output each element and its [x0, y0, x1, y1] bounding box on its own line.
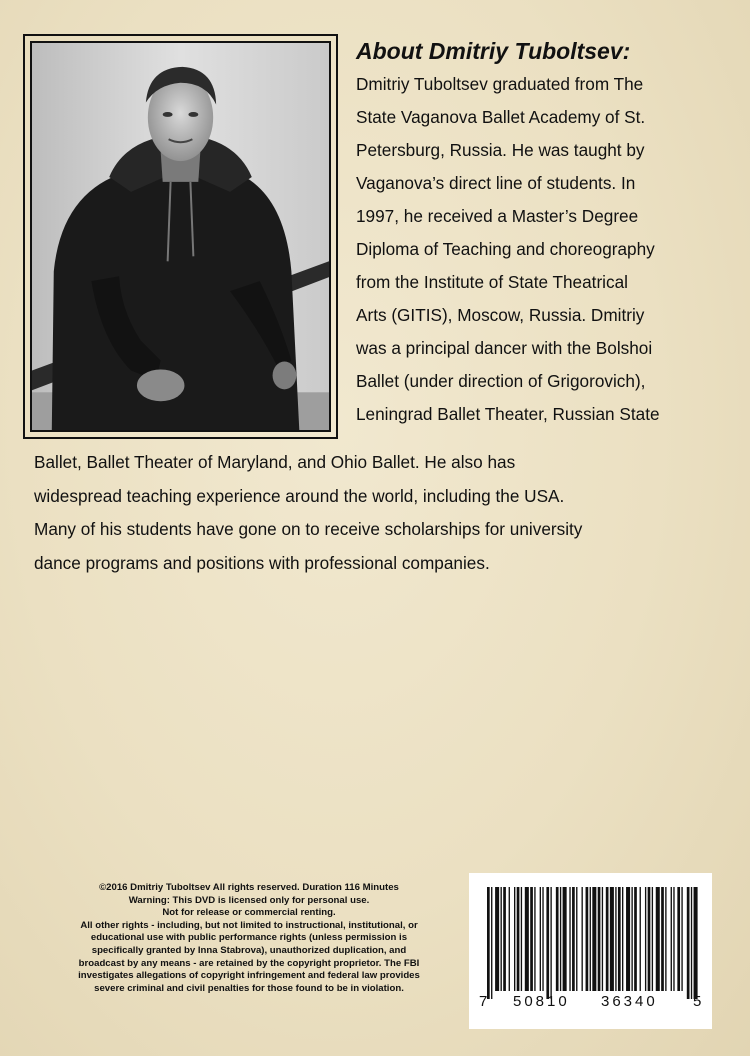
barcode-bar: [598, 887, 601, 991]
barcode-bar: [546, 887, 549, 999]
portrait-frame: [23, 34, 338, 439]
legal-line: ©2016 Dmitriy Tuboltsev All rights reserved. Duration 116 Minutes: [99, 882, 399, 893]
portrait-photo: [30, 41, 331, 432]
barcode-bar: [634, 887, 637, 991]
upc-barcode: [469, 873, 712, 1029]
barcode-bar: [592, 887, 596, 991]
barcode-bar: [648, 887, 651, 991]
bio-line: Arts (GITIS), Moscow, Russia. Dmitriy: [356, 305, 645, 325]
barcode-bar: [503, 887, 506, 991]
barcode-bars: [483, 887, 698, 999]
barcode-group-left: 50810: [513, 993, 570, 1010]
barcode-bar: [677, 887, 680, 991]
bio-line: widespread teaching experience around the world, including the USA.: [34, 485, 565, 506]
barcode-bar: [626, 887, 630, 991]
barcode-bar: [491, 887, 492, 999]
legal-line: All other rights - including, but not limited to instructional, institutional, or: [80, 919, 418, 931]
legal-line: Not for release or commercial renting.: [162, 907, 336, 919]
barcode-bar: [622, 887, 623, 991]
barcode-bar: [563, 887, 567, 991]
barcode-bar: [542, 887, 543, 991]
barcode-bar: [525, 887, 529, 991]
bio-line: Leningrad Ballet Theater, Russian State: [356, 404, 660, 424]
bio-line: was a principal dancer with the Bolshoi: [356, 338, 653, 358]
bio-line: Dmitriy Tuboltsev graduated from The: [356, 74, 644, 94]
barcode-digit-first: 7: [479, 993, 488, 1010]
barcode-bar: [530, 887, 533, 991]
barcode-bar: [582, 887, 583, 991]
legal-line: investigates allegations of copyright infringement and federal law provides: [78, 970, 420, 982]
barcode-bar: [687, 887, 690, 999]
barcode-bar: [645, 887, 646, 991]
barcode-bar: [572, 887, 575, 991]
barcode-bar: [606, 887, 609, 991]
bio-line: Petersburg, Russia. He was taught by: [356, 140, 645, 160]
barcode-bar: [661, 887, 664, 991]
barcode-bar: [540, 887, 541, 991]
legal-line: Warning: This DVD is licensed only for personal use.: [128, 894, 370, 906]
barcode-bar: [618, 887, 621, 991]
barcode-bar: [590, 887, 591, 991]
legal-line: broadcast by any means - are retained by the copyright proprietor. The FBI: [78, 957, 420, 969]
bio-line: Diploma of Teaching and choreography: [356, 239, 655, 259]
bio-line: from the Institute of State Theatrical: [356, 272, 628, 292]
barcode-bar: [652, 887, 653, 991]
bio-line: Vaganova’s direct line of students. In: [356, 173, 636, 193]
barcode-bar: [517, 887, 520, 991]
barcode-bar: [521, 887, 522, 991]
barcode-group-right: 36340: [601, 993, 658, 1010]
barcode-bar: [514, 887, 515, 991]
barcode-digit-last: 5: [693, 993, 702, 1010]
barcode-bar: [640, 887, 641, 991]
barcode-bar: [560, 887, 561, 991]
barcode-bar: [671, 887, 672, 991]
barcode-bar: [681, 887, 682, 991]
legal-line: severe criminal and civil penalties for those found to be in violation.: [94, 982, 404, 994]
barcode-bar: [550, 887, 551, 999]
bio-title: About Dmitriy Tuboltsev:: [356, 38, 631, 64]
barcode-bar: [691, 887, 692, 999]
barcode-bar: [665, 887, 666, 991]
barcode-bar: [615, 887, 616, 991]
copyright-notice: [34, 882, 464, 995]
barcode-bar: [534, 887, 535, 991]
barcode-bar: [509, 887, 510, 991]
barcode-bar: [631, 887, 632, 991]
bio-line: 1997, he received a Master’s Degree: [356, 206, 639, 226]
barcode-bar: [487, 887, 490, 999]
legal-line: specifically granted by Inna Stabrova), unauthorized duplication, and: [91, 944, 407, 956]
barcode-bar: [495, 887, 499, 991]
bio-line: dance programs and positions with professional companies.: [34, 552, 490, 573]
barcode-bar: [610, 887, 614, 991]
barcode-bar: [656, 887, 660, 991]
legal-line: educational use with public performance rights (unless permission is: [90, 932, 408, 944]
bio-line: State Vaganova Ballet Academy of St.: [356, 107, 646, 127]
barcode-bar: [586, 887, 589, 991]
bio-line: Ballet (under direction of Grigorovich),: [356, 371, 646, 391]
barcode-bar: [569, 887, 570, 991]
bio-text-full-width: [34, 446, 734, 580]
barcode-bar: [556, 887, 559, 991]
barcode-bar: [673, 887, 674, 991]
bio-line: Ballet, Ballet Theater of Maryland, and Ohio Ballet. He also has: [34, 452, 516, 472]
barcode-bar: [602, 887, 603, 991]
barcode-bar: [501, 887, 502, 991]
barcode-digits: [469, 993, 712, 1017]
bio-text-right-column: [356, 68, 728, 431]
bio-line: Many of his students have gone on to receive scholarships for university: [34, 519, 583, 539]
barcode-bar: [694, 887, 698, 999]
barcode-bar: [576, 887, 577, 991]
